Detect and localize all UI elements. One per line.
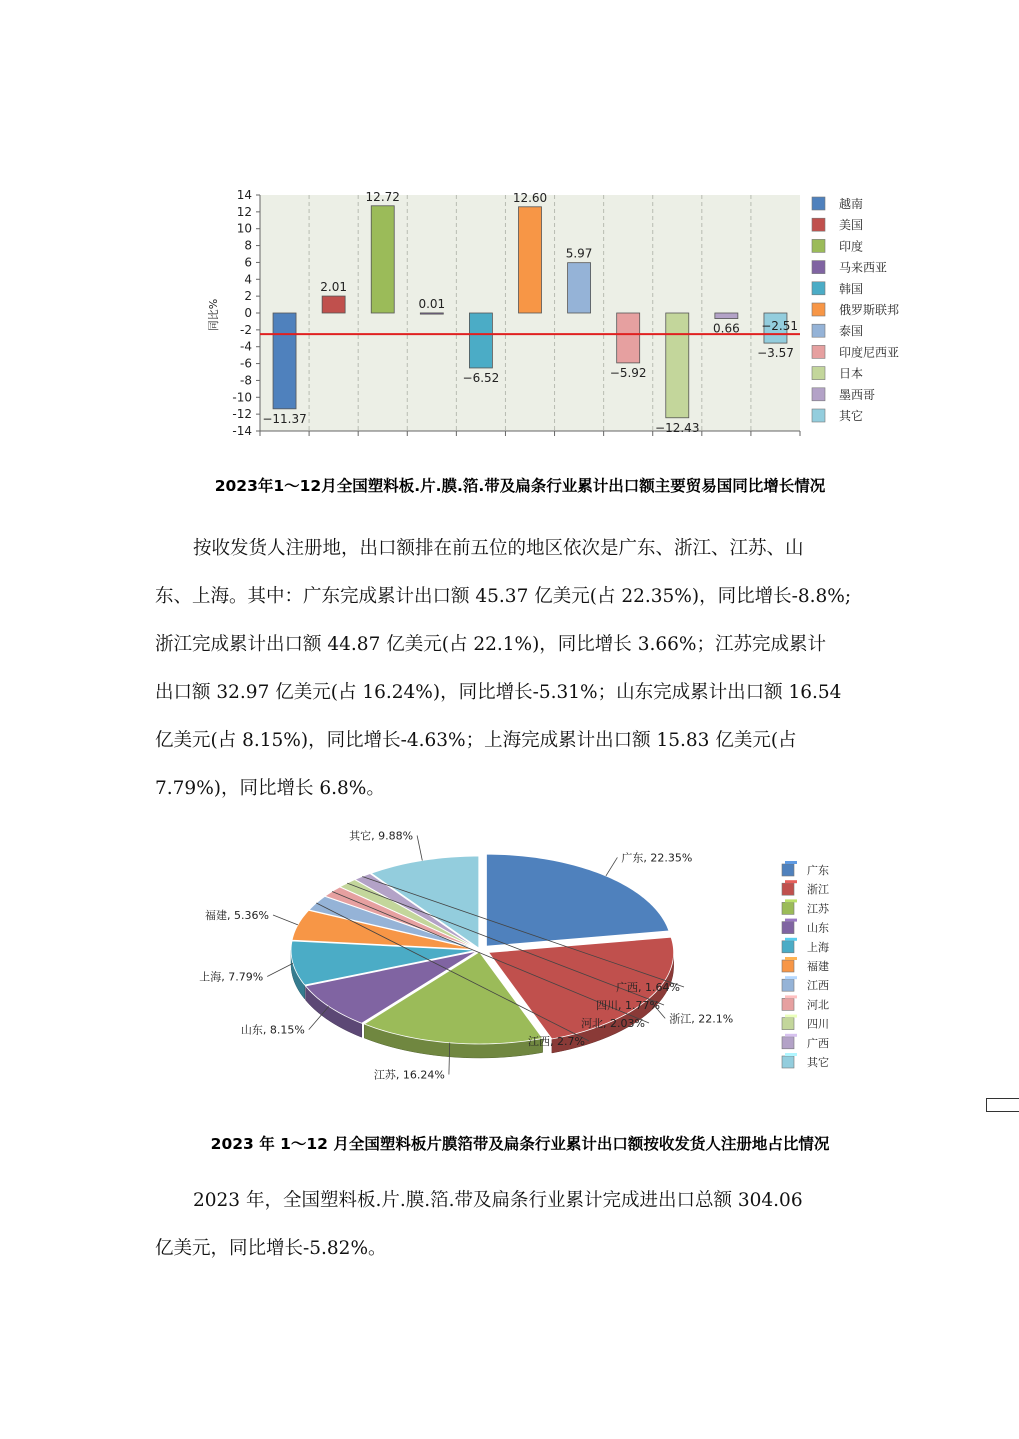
legend-swatch-top (785, 1015, 797, 1018)
bar (322, 296, 345, 313)
legend-swatch (812, 367, 825, 380)
legend-swatch-top (785, 880, 797, 883)
reference-line-label: −2.51 (761, 319, 798, 334)
bar (568, 263, 591, 313)
legend-label: 江西 (807, 979, 829, 993)
legend-swatch-top (785, 861, 797, 864)
legend-swatch-top (785, 919, 797, 922)
legend-label: 其它 (807, 1056, 829, 1069)
legend-label: 江苏 (807, 902, 829, 916)
bar-value-label: −3.57 (757, 346, 794, 361)
bar (617, 313, 640, 363)
bar-y-tick-label: -6 (240, 356, 252, 371)
legend-swatch (782, 998, 794, 1010)
legend-swatch (782, 1037, 794, 1049)
pie-slice-label: 广东, 22.35% (621, 851, 693, 865)
legend-label: 韩国 (839, 281, 864, 296)
paragraph-line: 浙江完成累计出口额 44.87 亿美元(占 22.1%)，同比增长 3.66%；江苏完成累计 (155, 634, 826, 655)
bar-y-axis-label: 同比% (207, 298, 220, 332)
legend-label: 美国 (839, 218, 864, 233)
legend-swatch-top (785, 938, 797, 941)
bar-y-tick-label: -4 (240, 339, 252, 354)
legend-label: 马来西亚 (839, 260, 888, 275)
pie-leader-line (606, 857, 618, 876)
bar (420, 313, 443, 314)
legend-swatch (782, 1056, 794, 1068)
legend-swatch (812, 409, 825, 422)
bar (273, 313, 296, 409)
paragraph-line: 亿美元(占 8.15%)，同比增长-4.63%；上海完成累计出口额 15.83 亿美元(占 (155, 730, 797, 751)
bar-y-tick-label: 0 (244, 306, 252, 320)
pie-chart (199, 829, 880, 1095)
legend-label: 四川 (807, 1017, 829, 1031)
legend-swatch (782, 922, 794, 934)
legend-swatch (782, 979, 794, 991)
legend-swatch (782, 1018, 794, 1030)
legend-swatch (812, 282, 825, 295)
legend-label: 广西 (807, 1036, 829, 1050)
bar-y-tick-label: 8 (244, 238, 252, 253)
pie-slice-label: 广西, 1.64% (616, 981, 680, 994)
pie-slice-label: 福建, 5.36% (205, 909, 269, 923)
bar-value-label: −12.43 (655, 420, 700, 435)
bar-y-tick-label: -2 (240, 322, 252, 337)
legend-label: 浙江 (807, 883, 829, 897)
legend-label: 上海 (807, 940, 829, 954)
pie-slice (486, 854, 668, 946)
bar-y-tick-label: 6 (244, 255, 252, 270)
legend-swatch-top (785, 976, 797, 979)
legend-label: 广东 (807, 864, 829, 877)
pie-slice-label: 山东, 8.15% (240, 1023, 305, 1037)
bar-value-label: 0.66 (713, 321, 740, 336)
paragraph-line: 出口额 32.97 亿美元(占 16.24%)，同比增长-5.31%；山东完成累计出口额 16.54 (155, 682, 842, 703)
bar (371, 206, 394, 313)
pie-chart-caption: 2023 年 1～12 月全国塑料板片膜箔带及扁条行业累计出口额按收发货人注册地占比情况 (210, 1135, 830, 1153)
pie-slice-label: 四川, 1.77% (596, 999, 660, 1012)
bar (666, 313, 689, 418)
bar (469, 313, 492, 368)
bar-y-tick-label: 14 (236, 188, 252, 202)
bar-y-tick-label: 12 (236, 204, 252, 219)
bar-y-tick-label: -14 (232, 424, 252, 438)
bar-chart (195, 185, 925, 440)
paragraph-line: 按收发货人注册地，出口额排在前五位的地区依次是广东、浙江、江苏、山 (193, 538, 804, 559)
legend-swatch (812, 197, 825, 210)
bar-y-tick-label: 2 (244, 289, 252, 304)
bar-y-tick-label: 10 (236, 221, 252, 236)
bar-value-label: −6.52 (462, 370, 500, 385)
legend-swatch (812, 303, 825, 316)
legend-swatch (812, 388, 825, 401)
legend-label: 福建 (807, 960, 829, 973)
legend-swatch (782, 960, 794, 972)
pie-slice-label: 上海, 7.79% (199, 970, 264, 984)
legend-label: 俄罗斯联邦 (839, 303, 900, 317)
bar-value-label: 2.01 (320, 280, 347, 295)
legend-label: 河北 (807, 998, 829, 1012)
pie-slice-label: 江西, 2.7% (528, 1035, 585, 1048)
legend-swatch (782, 941, 794, 953)
bar-y-tick-label: 4 (244, 272, 252, 287)
legend-swatch-top (785, 1053, 797, 1056)
pie-slice-label: 浙江, 22.1% (669, 1012, 734, 1026)
legend-swatch (812, 239, 825, 252)
legend-swatch (782, 902, 794, 914)
legend-swatch (782, 883, 794, 895)
bar-chart-caption: 2023年1～12月全国塑料板.片.膜.箔.带及扁条行业累计出口额主要贸易国同比增长情况 (214, 477, 826, 495)
legend-label: 越南 (839, 197, 864, 211)
bar-value-label: 12.72 (365, 189, 400, 204)
bar-value-label: 12.60 (512, 190, 548, 205)
bar-value-label: −11.37 (262, 411, 307, 426)
paragraph-line: 亿美元，同比增长-5.82%。 (155, 1238, 387, 1259)
paragraph-line: 2023 年，全国塑料板.片.膜.箔.带及扁条行业累计完成进出口总额 304.06 (193, 1190, 803, 1211)
legend-label: 其它 (839, 409, 864, 423)
legend-label: 日本 (839, 366, 864, 381)
legend-label: 印度尼西亚 (839, 345, 900, 360)
pie-slice-label: 河北, 2.03% (581, 1017, 645, 1030)
page-edge-marker (986, 1098, 1019, 1112)
bar (519, 207, 542, 313)
bar (715, 313, 738, 319)
bar-y-tick-label: -10 (232, 390, 252, 405)
pie-leader-line (417, 836, 422, 861)
bar-value-label: 5.97 (565, 246, 593, 261)
legend-label: 泰国 (839, 324, 864, 339)
bar-y-tick-label: -12 (232, 407, 252, 422)
bar-value-label: −5.92 (609, 365, 647, 380)
legend-swatch-top (785, 957, 797, 960)
legend-swatch (812, 345, 825, 358)
bar-y-tick-label: -8 (240, 373, 252, 388)
paragraph-line: 东、上海。其中：广东完成累计出口额 45.37 亿美元(占 22.35%)，同比增长-8.8%; (155, 586, 852, 607)
pie-slice-label: 江苏, 16.24% (373, 1068, 445, 1082)
legend-label: 山东 (807, 921, 829, 935)
legend-label: 墨西哥 (839, 387, 876, 402)
paragraph-total (155, 1177, 867, 1273)
paragraph-line: 7.79%)，同比增长 6.8%。 (155, 778, 385, 799)
legend-swatch-top (785, 1034, 797, 1037)
bar-value-label: 0.01 (418, 296, 446, 311)
legend-swatch (812, 261, 825, 274)
pie-leader-line (273, 915, 298, 925)
pie-slice-label: 其它, 9.88% (349, 829, 414, 843)
paragraph-regions (155, 525, 867, 813)
legend-swatch-top (785, 995, 797, 998)
pie-leader-line (267, 963, 293, 976)
legend-swatch (812, 324, 825, 337)
legend-swatch (812, 218, 825, 231)
legend-label: 印度 (839, 239, 864, 254)
legend-swatch (782, 864, 794, 876)
legend-swatch-top (785, 899, 797, 902)
